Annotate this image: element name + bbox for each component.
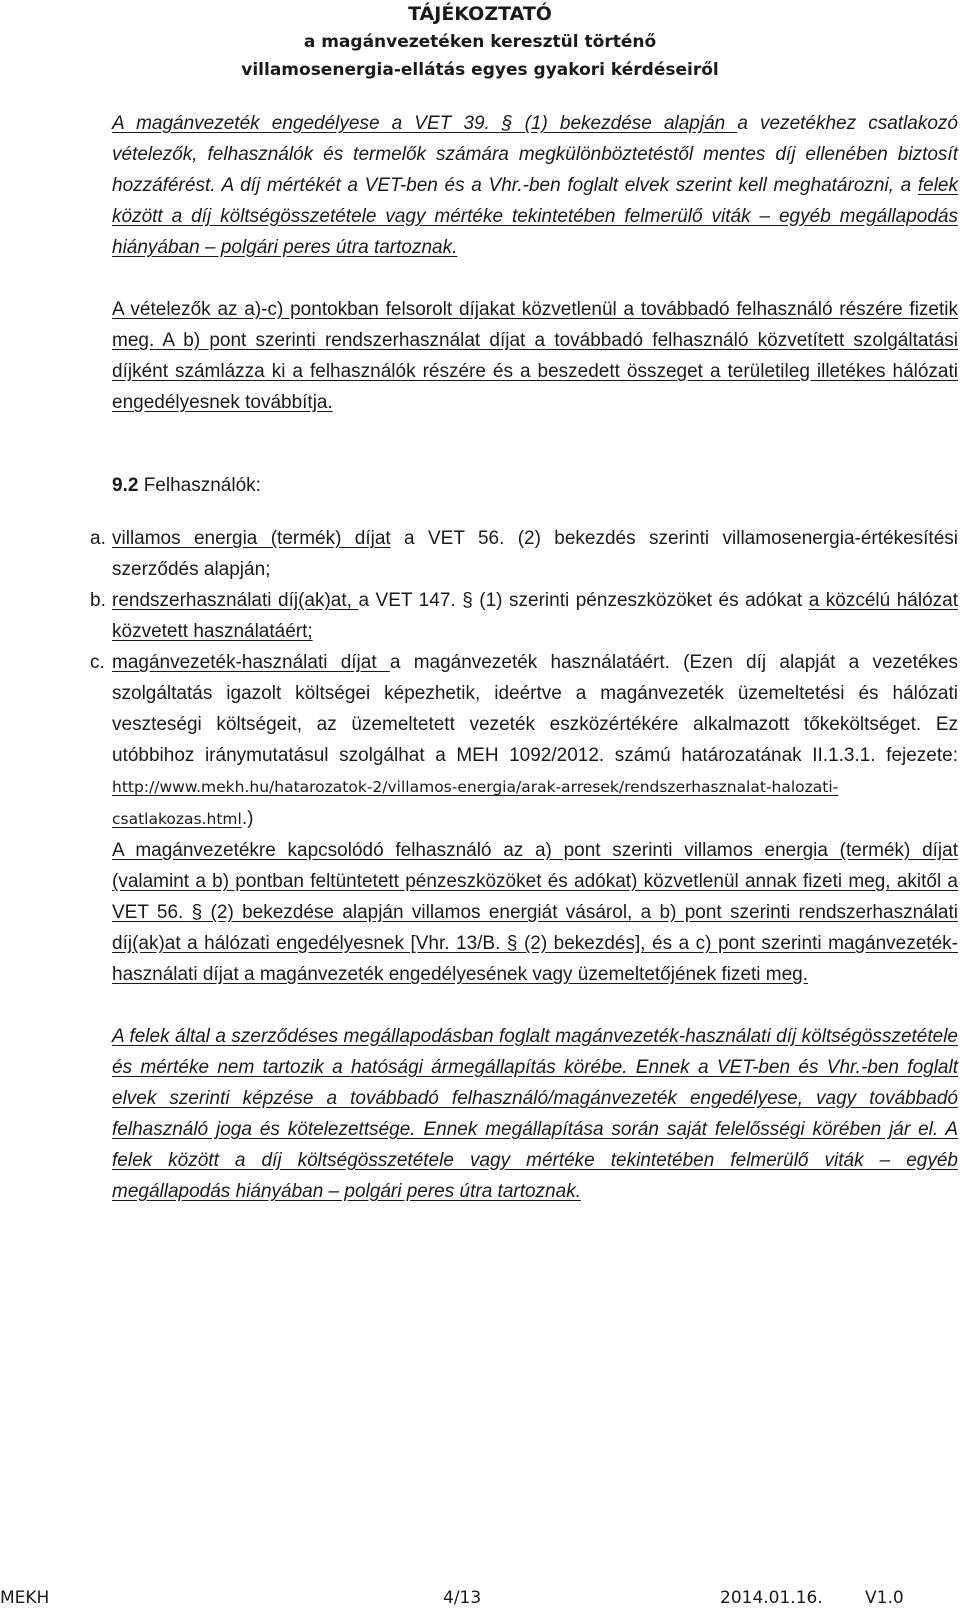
item-b-term-2: a közcélú hálózat közvetett használatáért;: [112, 590, 958, 642]
mekh-link[interactable]: http://www.mekh.hu/hatarozatok-2/villamos-energia/arak-arresek/rendszerhasznalat-halozati-csatlakozas.html: [112, 778, 839, 828]
footer-org: MEKH: [0, 1588, 50, 1608]
section-sign: §: [506, 933, 518, 954]
document-header: [0, 0, 960, 84]
list-item-b: [90, 585, 958, 647]
item-c-paragraph: [112, 835, 958, 990]
item-b-term: rendszerhasználati díj(ak)at,: [112, 590, 359, 611]
p2-text-a: A vételezők az a)-c) pontokban felsorolt díjakat közvetlenül a továbbadó felhasználó részére fizetik meg.: [112, 299, 958, 351]
list-marker: a.: [90, 528, 106, 549]
footer-version: V1.0: [865, 1588, 904, 1608]
p1-text-c: a vezetékhez csatlakozó vételezők, felhasználók és termelők számára megkülönböztetéstől mentes díj ellenében biztosít hozzáférést. A díj mértékét a VET-ben és a Vhr.-ben foglalt elvek szerint kell meghatározni, a: [112, 113, 958, 196]
item-c-text-2: .): [241, 808, 254, 829]
item-c-p-b: (2) bekezdése alapján villamos energiát vásárol, a b) pont szerinti rendszerhasználati díj(ak)at a hálózati engedélyesnek [Vhr. 13/B.: [112, 902, 958, 954]
document-body: [90, 108, 958, 1207]
paragraph-access-fee: [112, 108, 958, 263]
p1-text-a: A magánvezeték engedélyese a VET 39.: [112, 113, 502, 134]
p2-text-b: A b) pont szerinti rendszerhasználat díjat a továbbadó felhasználó közvetített szolgáltatási díjként számlázza ki a felhasználók részére és a beszedett összeget a területileg illetékes hálózati engedélyesnek továbbítja.: [112, 330, 958, 413]
p1-text-d: felek között a díj költségösszetétele vagy mértéke tekintetében felmerülő viták – egyéb megállapodás hiányában – polgári peres útra tartoznak.: [112, 175, 958, 258]
list-item-a: [90, 523, 958, 585]
section-sign: §: [462, 590, 473, 611]
list-marker: b.: [90, 590, 106, 611]
item-c-p-a: A magánvezetékre kapcsolódó felhasználó az a) pont szerinti villamos energia (termék) díjat (valamint a b) pontban feltüntetett pénzeszközöket és adókat) közvetlenül annak fizeti meg, akitől a VET 56.: [112, 840, 958, 923]
section-sign: §: [191, 902, 203, 923]
item-b-text-2: (1) szerinti pénzeszközöket és adókat: [472, 590, 809, 611]
section-title: Felhasználók:: [138, 475, 261, 496]
item-c-p-c: (2) bekezdés], és a c) pont szerinti magánvezeték-használati díjat a magánvezeték engedélyesének vagy üzemeltetőjének fizeti meg.: [112, 933, 958, 985]
item-c-term: magánvezeték-használati díjat: [112, 652, 390, 673]
header-title: TÁJÉKOZTATÓ: [408, 3, 552, 25]
list-item-c: [90, 647, 958, 990]
section-sign: §: [501, 113, 513, 134]
list-marker: c.: [90, 652, 105, 673]
item-a-text: a VET 56. (2) bekezdés szerinti villamosenergia-értékesítési szerződés alapján;: [112, 528, 958, 580]
page-footer: [0, 1588, 960, 1618]
section-heading: [112, 470, 958, 501]
p1-text-b: (1) bekezdése alapján: [512, 113, 738, 134]
footer-date: 2014.01.16.: [720, 1588, 823, 1608]
section-number: 9.2: [112, 475, 139, 496]
header-subtitle-2: villamosenergia-ellátás egyes gyakori kérdéseiről: [241, 60, 719, 80]
paragraph-payment: [112, 294, 958, 418]
p3-text: A felek által a szerződéses megállapodásban foglalt magánvezeték-használati díj költségösszetétele és mértéke nem tartozik a hatósági ármegállapítás körébe. Ennek a VET-ben és Vhr.-ben foglalt elvek szerinti képzése a továbbadó felhasználó/magánvezeték engedélyese, vagy továbbadó felhasználó joga és kötelezettsége. Ennek megállapítása során saját felelősségi körében jár el. A felek között a díj költségösszetétele vagy mértéke tekintetében felmerülő viták – egyéb megállapodás hiányában – polgári peres útra tartoznak.: [112, 1026, 958, 1202]
item-a-term: villamos energia (termék) díjat: [112, 528, 391, 549]
fee-list: [90, 523, 958, 990]
footer-page-number: 4/13: [443, 1588, 482, 1608]
header-subtitle-1: a magánvezetéken keresztül történő: [303, 32, 657, 52]
item-b-text-1: a VET 147.: [358, 590, 463, 611]
paragraph-fee-responsibility: [112, 1021, 958, 1207]
item-c-text-1: a magánvezeték használatáért. (Ezen díj alapját a vezetékes szolgáltatás igazolt költségei képezhetik, ideértve a magánvezeték üzemeltetési és hálózati veszteségi költségeit, az üzemeltetett vezeték eszközértékére alkalmazott tőkeköltséget. Ez utóbbihoz iránymutatásul szolgálhat a MEH 1092/2012. számú határozatának II.1.3.1. fejezete:: [112, 652, 958, 766]
